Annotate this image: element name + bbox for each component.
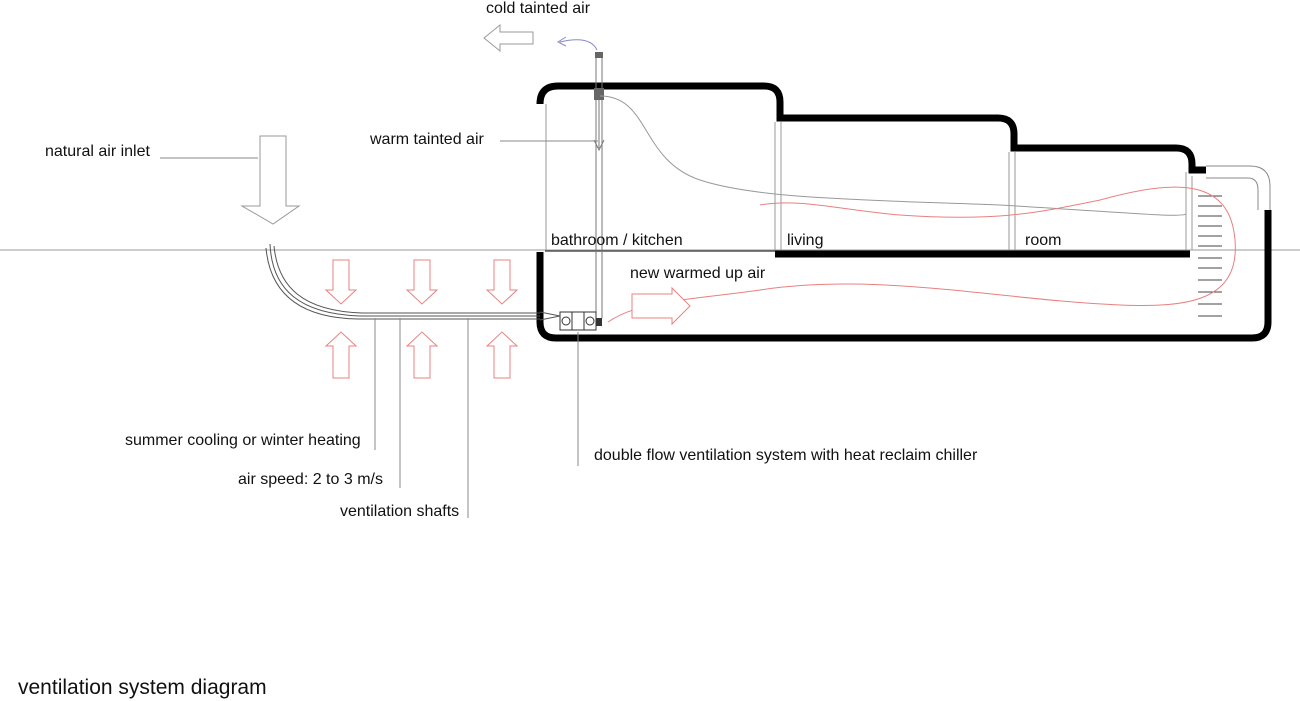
- label-double-flow: double flow ventilation system with heat reclaim chiller: [594, 447, 978, 464]
- label-bathroom-kitchen: bathroom / kitchen: [551, 232, 683, 249]
- cold-air-flow-curve: [560, 40, 597, 50]
- leader-lines: [160, 141, 598, 518]
- soil-up-arrows: [326, 332, 517, 378]
- label-warm-tainted-air: warm tainted air: [370, 131, 484, 148]
- new-warmed-air-arrow: [632, 288, 690, 324]
- label-cold-tainted-air: cold tainted air: [486, 0, 591, 17]
- warm-tainted-air-flow: [600, 96, 1186, 215]
- label-ventilation-shafts: ventilation shafts: [340, 503, 460, 520]
- natural-air-inlet-arrow: [242, 136, 299, 224]
- building-roof: [540, 86, 1206, 170]
- cold-air-arrow: [484, 25, 533, 51]
- label-room: room: [1025, 232, 1062, 249]
- label-air-speed: air speed: 2 to 3 m/s: [238, 471, 383, 488]
- label-new-warmed-up-air: new warmed up air: [630, 265, 766, 282]
- ventilation-unit: [560, 312, 602, 330]
- soil-down-arrows: [326, 260, 517, 304]
- right-air-duct: [1206, 166, 1270, 210]
- exhaust-chimney: [594, 52, 604, 318]
- label-summer-cooling: summer cooling or winter heating: [125, 432, 361, 449]
- page-title: ventilation system diagram: [18, 676, 267, 699]
- label-natural-air-inlet: natural air inlet: [45, 143, 150, 160]
- label-living: living: [787, 232, 824, 249]
- earth-tube: [266, 244, 560, 320]
